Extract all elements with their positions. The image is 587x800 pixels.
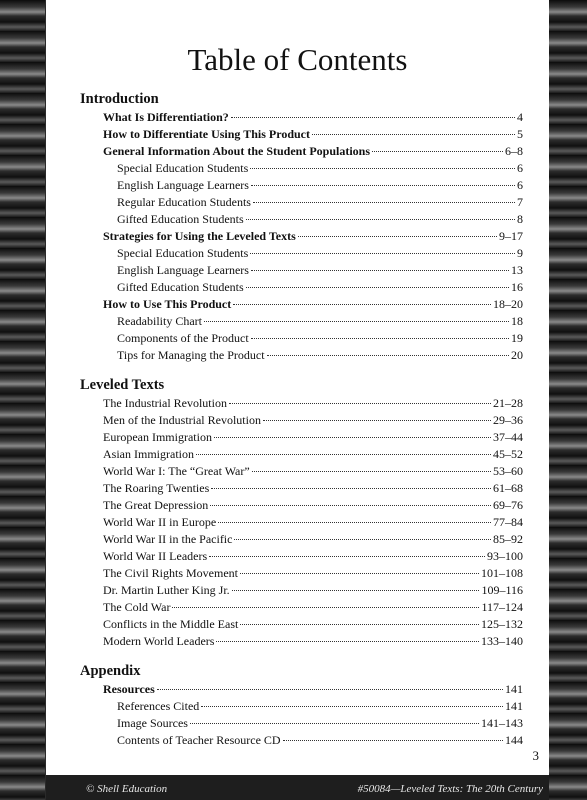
toc-entry	[80, 548, 523, 565]
toc-entry-title: Components of the Product	[117, 331, 249, 345]
left-background-stripes	[0, 0, 45, 800]
footer-publisher: © Shell Education	[86, 783, 168, 795]
dot-leader	[240, 572, 479, 574]
toc-entry	[80, 698, 523, 715]
toc-entry-page: 117–124	[481, 600, 523, 614]
toc-entry-page: 45–52	[493, 447, 523, 461]
toc-entry-title: References Cited	[117, 699, 200, 713]
toc-entry-page: 93–100	[487, 549, 523, 563]
section-spacer	[80, 364, 523, 376]
toc-entry-page: 13	[511, 263, 523, 277]
toc-entry-title: Special Education Students	[117, 161, 249, 175]
dot-leader	[251, 269, 509, 271]
toc-entry-page: 8	[517, 212, 523, 226]
toc-entry-page: 77–84	[493, 515, 523, 529]
toc-entry	[80, 126, 523, 143]
table-of-contents	[80, 90, 523, 749]
page-footer	[46, 775, 549, 800]
toc-entry-title: Conflicts in the Middle East	[103, 617, 239, 631]
toc-entry-title: The Roaring Twenties	[103, 481, 210, 495]
toc-entry-page: 61–68	[493, 481, 523, 495]
section-heading: Introduction	[80, 91, 159, 107]
toc-entry	[80, 514, 523, 531]
toc-entry	[80, 565, 523, 582]
toc-entry	[80, 211, 523, 228]
toc-entry	[80, 715, 523, 732]
dot-leader	[372, 150, 503, 152]
dot-leader	[211, 487, 491, 489]
toc-entry-title: World War II Leaders	[103, 549, 208, 563]
toc-entry	[80, 160, 523, 177]
toc-entry	[80, 109, 523, 126]
toc-entry	[80, 194, 523, 211]
toc-entry-title: How to Use This Product	[103, 297, 232, 311]
toc-entry	[80, 177, 523, 194]
toc-entry-title: Strategies for Using the Leveled Texts	[103, 229, 296, 243]
toc-entry-title: What Is Differentiation?	[103, 110, 229, 124]
dot-leader	[232, 589, 480, 591]
toc-entry	[80, 412, 523, 429]
toc-entry	[80, 463, 523, 480]
toc-entry-page: 6	[517, 161, 523, 175]
toc-entry-title: How to Differentiate Using This Product	[103, 127, 310, 141]
toc-entry-title: The Great Depression	[103, 498, 209, 512]
dot-leader	[250, 167, 515, 169]
toc-entry	[80, 143, 523, 160]
dot-leader	[196, 453, 491, 455]
dot-leader	[172, 606, 479, 608]
dot-leader	[234, 538, 491, 540]
toc-entry-title: Image Sources	[117, 716, 188, 730]
dot-leader	[253, 201, 515, 203]
toc-entry-page: 141	[505, 699, 523, 713]
toc-entry-page: 85–92	[493, 532, 523, 546]
dot-leader	[231, 116, 515, 118]
document-page	[46, 0, 549, 775]
toc-entry-title: English Language Learners	[117, 178, 249, 192]
toc-entry	[80, 228, 523, 245]
page-number: 3	[532, 748, 539, 763]
toc-entry-page: 37–44	[493, 430, 523, 444]
toc-entry-title: Asian Immigration	[103, 447, 194, 461]
toc-entry-title: Readability Chart	[117, 314, 202, 328]
dot-leader	[298, 235, 497, 237]
dot-leader	[209, 555, 485, 557]
toc-entry-page: 133–140	[481, 634, 523, 648]
toc-entry-page: 16	[511, 280, 523, 294]
toc-entry-page: 141	[505, 682, 523, 696]
dot-leader	[252, 470, 491, 472]
toc-entry-title: The Cold War	[103, 600, 171, 614]
toc-entry-title: Gifted Education Students	[117, 280, 244, 294]
toc-entry-title: The Industrial Revolution	[103, 396, 227, 410]
dot-leader	[251, 184, 515, 186]
toc-entry-title: World War II in the Pacific	[103, 532, 233, 546]
toc-entry-page: 20	[511, 348, 523, 362]
dot-leader	[157, 688, 503, 690]
toc-entry-page: 6	[517, 178, 523, 192]
toc-entry	[80, 245, 523, 262]
toc-entry-title: Dr. Martin Luther King Jr.	[103, 583, 230, 597]
toc-entry	[80, 262, 523, 279]
toc-entry-title: Contents of Teacher Resource CD	[117, 733, 281, 747]
toc-entry	[80, 446, 523, 463]
toc-entry-page: 29–36	[493, 413, 523, 427]
toc-entry-page: 101–108	[481, 566, 523, 580]
toc-entry	[80, 681, 523, 698]
toc-entry-title: European Immigration	[103, 430, 212, 444]
toc-entry	[80, 633, 523, 650]
toc-entry	[80, 279, 523, 296]
toc-entry-title: Gifted Education Students	[117, 212, 244, 226]
right-background-stripes	[549, 0, 587, 800]
toc-entry-page: 53–60	[493, 464, 523, 478]
dot-leader	[229, 402, 491, 404]
toc-entry	[80, 330, 523, 347]
toc-entry-page: 109–116	[481, 583, 523, 597]
dot-leader	[201, 705, 503, 707]
dot-leader	[246, 218, 515, 220]
toc-entry	[80, 347, 523, 364]
toc-entry-page: 69–76	[493, 498, 523, 512]
toc-entry-page: 6–8	[505, 144, 523, 158]
dot-leader	[233, 303, 491, 305]
toc-entry	[80, 582, 523, 599]
dot-leader	[246, 286, 509, 288]
dot-leader	[210, 504, 491, 506]
toc-entry	[80, 497, 523, 514]
toc-entry-title: Men of the Industrial Revolution	[103, 413, 261, 427]
dot-leader	[214, 436, 491, 438]
section-spacer	[80, 650, 523, 662]
toc-entry-title: Resources	[103, 682, 155, 696]
toc-entry-page: 141–143	[481, 716, 523, 730]
toc-entry-page: 21–28	[493, 396, 523, 410]
toc-entry-page: 7	[517, 195, 523, 209]
toc-entry	[80, 395, 523, 412]
toc-entry-title: General Information About the Student Populations	[103, 144, 371, 158]
toc-entry-title: World War II in Europe	[103, 515, 217, 529]
dot-leader	[216, 640, 479, 642]
toc-entry-page: 5	[517, 127, 523, 141]
toc-entry	[80, 599, 523, 616]
dot-leader	[218, 521, 491, 523]
dot-leader	[240, 623, 479, 625]
dot-leader	[283, 739, 503, 741]
dot-leader	[312, 133, 515, 135]
toc-entry	[80, 313, 523, 330]
dot-leader	[267, 354, 509, 356]
toc-entry-page: 19	[511, 331, 523, 345]
toc-entry-page: 125–132	[481, 617, 523, 631]
toc-entry-page: 144	[505, 733, 523, 747]
toc-entry	[80, 531, 523, 548]
toc-entry-title: World War I: The “Great War”	[103, 464, 250, 478]
dot-leader	[190, 722, 479, 724]
toc-entry-title: Regular Education Students	[117, 195, 251, 209]
toc-entry-page: 18	[511, 314, 523, 328]
section-heading: Leveled Texts	[80, 377, 165, 393]
toc-entry-title: Modern World Leaders	[103, 634, 215, 648]
toc-entry	[80, 296, 523, 313]
toc-entry-title: Special Education Students	[117, 246, 249, 260]
toc-entry	[80, 480, 523, 497]
toc-entry-page: 18–20	[493, 297, 523, 311]
dot-leader	[263, 419, 491, 421]
toc-entry	[80, 616, 523, 633]
toc-entry-title: Tips for Managing the Product	[117, 348, 265, 362]
toc-entry-title: English Language Learners	[117, 263, 249, 277]
toc-entry-page: 9	[517, 246, 523, 260]
toc-entry-title: The Civil Rights Movement	[103, 566, 238, 580]
page-title: Table of Contents	[187, 42, 408, 77]
toc-entry	[80, 429, 523, 446]
toc-entry	[80, 732, 523, 749]
section-heading: Appendix	[80, 663, 141, 679]
dot-leader	[251, 337, 509, 339]
footer-product-title: #50084—Leveled Texts: The 20th Century	[357, 783, 543, 795]
toc-entry-page: 4	[517, 110, 523, 124]
toc-entry-page: 9–17	[499, 229, 523, 243]
dot-leader	[250, 252, 515, 254]
dot-leader	[204, 320, 509, 322]
